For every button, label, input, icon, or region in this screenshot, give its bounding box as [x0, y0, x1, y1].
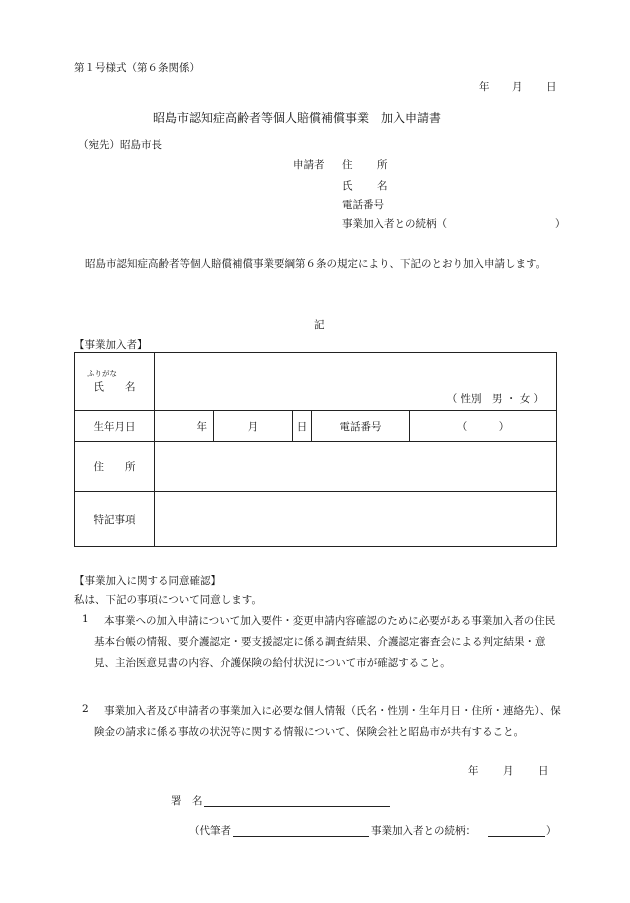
applicant-role-label: 申請者	[293, 159, 325, 171]
furigana-label: ふりがな	[87, 369, 117, 378]
member-phone-label: 電話番号	[312, 411, 410, 442]
applicant-relation-close: ）	[555, 218, 566, 230]
consent-item-1-num: 1	[82, 613, 89, 625]
consent-date-month: 月	[503, 765, 514, 777]
proxy-name-line[interactable]	[233, 824, 369, 837]
member-address-row	[75, 442, 557, 492]
applicant-address-label-2: 所	[377, 159, 388, 171]
member-notes-field[interactable]	[155, 492, 557, 547]
member-name-field[interactable]	[155, 353, 557, 411]
dob-year-cell[interactable]	[155, 411, 214, 442]
applicant-relation-label: 事業加入者との続柄（	[342, 218, 447, 230]
consent-date-year: 年	[468, 765, 479, 777]
member-name-label-cell	[75, 353, 155, 411]
page-title: 昭島市認知症高齢者等個人賠償補償事業 加入申請書	[153, 111, 442, 125]
consent-intro: 私は、下記の事項について同意します。	[74, 594, 262, 606]
member-name-label: 氏 名	[93, 381, 136, 393]
consent-item-1-text: 本事業への加入申請について加入要件・変更申請内容確認のために必要がある事業加入者の住民基本台帳の情報、要介護認定・要支援認定に係る調査結果、介護認定審査会による判定結果・意見、主治医意見書の内容、介護保険の給付状況について市が確認すること。	[94, 615, 556, 669]
header-date-day: 日	[546, 81, 557, 93]
form-number: 第１号様式（第６条関係）	[74, 62, 200, 74]
proxy-open: （代筆者	[189, 825, 231, 837]
member-notes-label: 特記事項	[75, 492, 155, 547]
ki-label: 記	[314, 319, 325, 331]
header-date-month: 月	[512, 81, 523, 93]
intro-text: 昭島市認知症高齢者等個人賠償補償事業要綱第６条の規定により、下記のとおり加入申請します。	[85, 258, 547, 270]
consent-item-2-num: 2	[82, 703, 89, 715]
member-phone-field[interactable]	[410, 411, 557, 442]
member-address-field[interactable]	[155, 442, 557, 492]
header-date-year: 年	[479, 81, 490, 93]
member-dob-row	[75, 411, 557, 442]
dob-month-label: 月	[247, 420, 259, 433]
member-heading: 【事業加入者】	[74, 339, 148, 351]
proxy-close: ）	[546, 825, 557, 837]
proxy-relation-line[interactable]	[488, 824, 545, 837]
applicant-name-label-2: 名	[377, 180, 388, 192]
member-phone-paren: （ ）	[456, 420, 510, 433]
dob-month-cell[interactable]	[214, 411, 293, 442]
consent-heading: 【事業加入に関する同意確認】	[74, 575, 221, 587]
member-address-label: 住 所	[75, 442, 155, 492]
consent-item-2-text: 事業加入者及び申請者の事業加入に必要な個人情報（氏名・性別・生年月日・住所・連絡先）、保険金の請求に係る事故の状況等に関する情報について、保険会社と昭島市が共有すること。	[94, 705, 561, 738]
consent-date-day: 日	[538, 765, 549, 777]
applicant-address-label-1: 住	[342, 159, 353, 171]
dob-day-cell[interactable]	[293, 411, 312, 442]
member-table	[74, 352, 557, 547]
dob-day-label: 日	[296, 420, 308, 433]
dob-year-label: 年	[196, 420, 207, 433]
applicant-phone-label: 電話番号	[342, 199, 384, 211]
proxy-relation-label: 事業加入者との続柄：	[371, 825, 476, 837]
gender-selector[interactable]: （ 性別 男 ・ 女 ）	[446, 393, 545, 405]
signature-label: 署 名	[171, 795, 203, 807]
member-notes-row	[75, 492, 557, 547]
signature-line[interactable]	[204, 794, 390, 807]
addressee: （宛先）昭島市長	[78, 139, 162, 151]
applicant-name-label-1: 氏	[342, 180, 353, 192]
dob-label: 生年月日	[75, 411, 155, 442]
member-name-row	[75, 353, 557, 411]
